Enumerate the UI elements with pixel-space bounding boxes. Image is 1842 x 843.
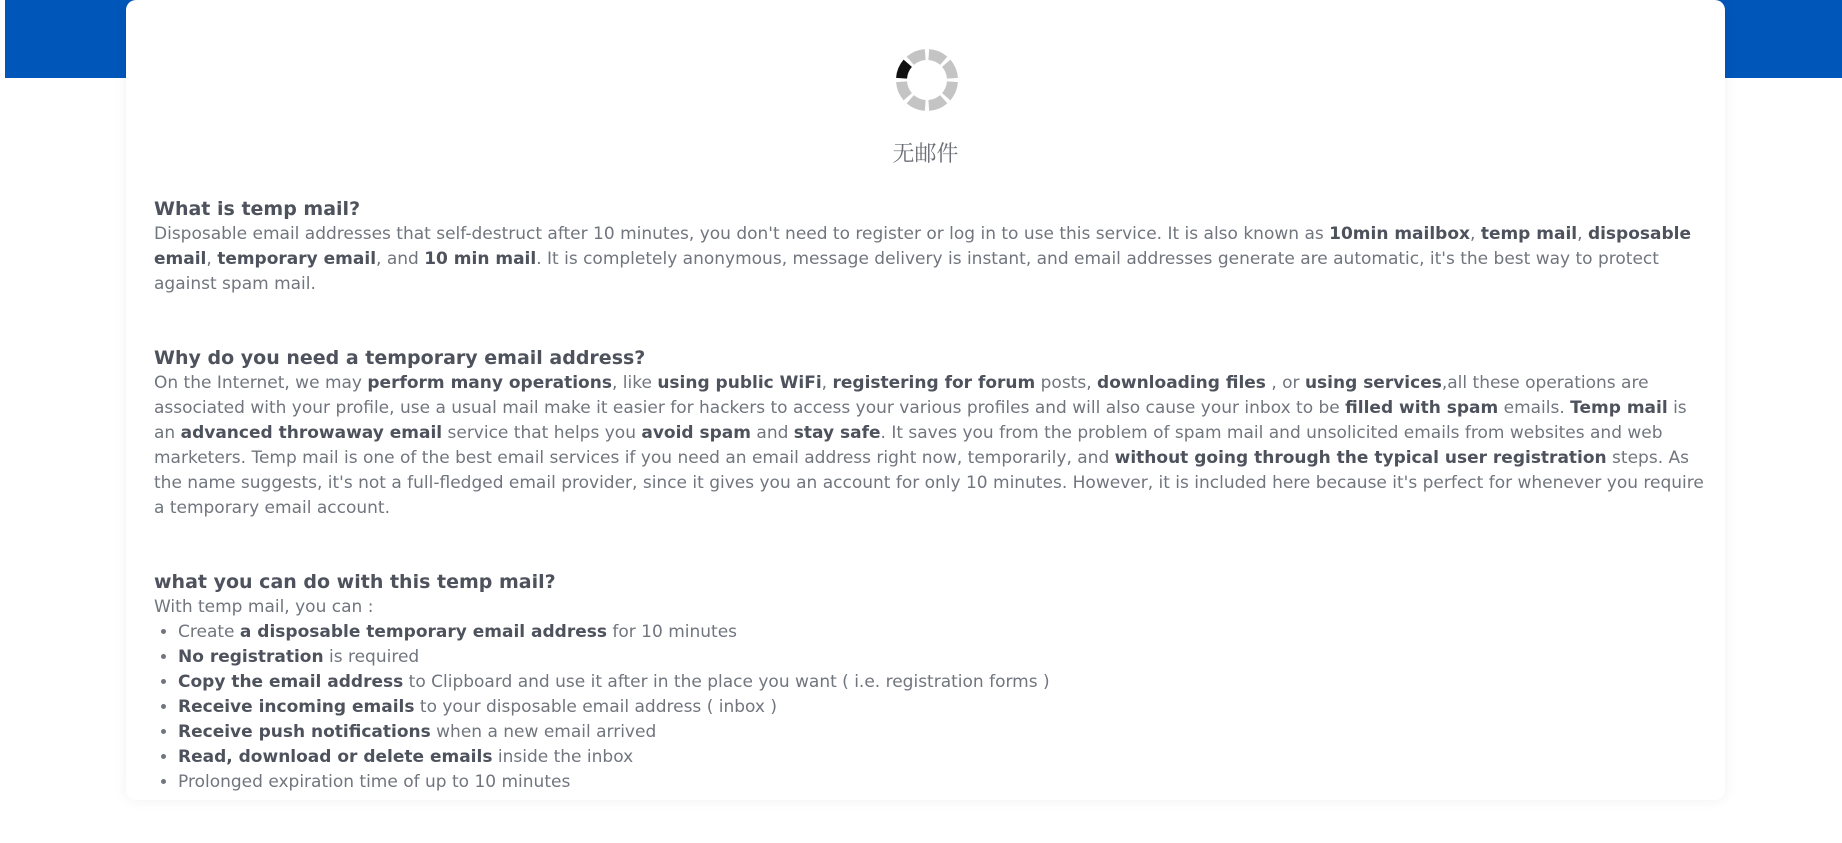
feature-item: [178, 620, 1709, 645]
body-text: . It is completely anonymous, message delivery is instant, and email addresses generate are automatic, it's the best way to protect against spam mail.: [154, 249, 1659, 294]
emphasis-text: Receive incoming emails: [178, 697, 415, 717]
feature-item: [178, 745, 1709, 770]
body-text: ,: [206, 249, 218, 269]
spinner-segment: [942, 81, 958, 100]
body-text: ,all these operations are associated with your profile, use a usual mail make it easier for hackers to access your various profiles and will also cause your inbox to be: [154, 373, 1649, 418]
section-what: [154, 196, 1709, 297]
body-text: ,: [1470, 224, 1481, 244]
emphasis-text: avoid spam: [641, 423, 751, 443]
emphasis-text: disposable email: [154, 224, 1692, 269]
emphasis-text: filled with spam: [1345, 398, 1499, 418]
spinner-segment: [928, 95, 947, 111]
spinner-segment: [896, 60, 912, 79]
emphasis-text: Copy the email address: [178, 672, 404, 692]
emphasis-text: Receive push notifications: [178, 722, 431, 742]
section-body: [154, 222, 1709, 297]
body-text: steps. As the name suggests, it's not a full-fledged email provider, since it gives you an account for only 10 minutes. However, it is included here because it's perfect for whenever you require a temporary email account.: [154, 448, 1704, 518]
emphasis-text: No registration: [178, 647, 324, 667]
body-text: Disposable email addresses that self-destruct after 10 minutes, you don't need to register or log in to use this service. It is also known as: [154, 224, 1330, 244]
info-content: [154, 196, 1709, 843]
section-why: [154, 345, 1709, 521]
body-text: Create: [178, 622, 240, 642]
body-text: service that helps you: [442, 423, 642, 443]
spinner-segment: [907, 49, 926, 65]
emphasis-text: using services: [1304, 373, 1442, 393]
empty-inbox-label: 无邮件: [892, 142, 959, 167]
body-text: . It saves you from the problem of spam mail and unsolicited emails from websites and web marketers. Temp mail is one of the best email services if you need an email address right now, temporarily, and: [154, 423, 1663, 468]
section-body: [154, 371, 1709, 521]
inbox-card: [126, 0, 1725, 800]
emphasis-text: a disposable temporary email address: [239, 622, 607, 642]
spinner-segment: [896, 81, 912, 100]
emphasis-text: registering for forum: [832, 373, 1036, 393]
emphasis-text: without going through the typical user registration: [1114, 448, 1607, 468]
spinner-segment: [942, 60, 958, 79]
section-can-do: [154, 569, 1709, 795]
body-text: when a new email arrived: [430, 722, 657, 742]
body-text: , or: [1265, 373, 1305, 393]
section-heading: Why do you need a temporary email address?: [154, 347, 646, 369]
section-heading: what you can do with this temp mail?: [154, 571, 556, 593]
body-text: to Clipboard and use it after in the place you want ( i.e. registration forms ): [403, 672, 1050, 692]
body-text: , and: [376, 249, 425, 269]
loading-spinner-icon: [895, 48, 959, 112]
section-intro: With temp mail, you can :: [154, 597, 374, 617]
emphasis-text: Read, download or delete emails: [178, 747, 493, 767]
feature-item: [178, 720, 1709, 745]
section-heading: What is temp mail?: [154, 198, 361, 220]
body-text: On the Internet, we may: [154, 373, 368, 393]
feature-item: [178, 645, 1709, 670]
feature-list: [154, 620, 1709, 795]
emphasis-text: 10min mailbox: [1329, 224, 1470, 244]
body-text: ,: [1577, 224, 1588, 244]
emphasis-text: advanced throwaway email: [180, 423, 443, 443]
feature-item: [178, 670, 1709, 695]
body-text: ,: [821, 373, 833, 393]
body-text: is an: [154, 398, 1687, 443]
feature-item: [178, 695, 1709, 720]
emphasis-text: stay safe: [793, 423, 881, 443]
spinner-segment: [907, 95, 926, 111]
emphasis-text: temporary email: [217, 249, 377, 269]
body-text: inside the inbox: [492, 747, 634, 767]
body-text: posts,: [1035, 373, 1098, 393]
body-text: is required: [323, 647, 420, 667]
emphasis-text: perform many operations: [367, 373, 612, 393]
body-text: for 10 minutes: [606, 622, 738, 642]
feature-item: [178, 770, 1709, 795]
body-text: and: [751, 423, 794, 443]
body-text: Prolonged expiration time of up to 10 minutes: [178, 772, 571, 792]
emphasis-text: 10 min mail: [424, 249, 537, 269]
emphasis-text: using public WiFi: [657, 373, 822, 393]
body-text: emails.: [1498, 398, 1571, 418]
body-text: to your disposable email address ( inbox ): [414, 697, 777, 717]
emphasis-text: Temp mail: [1570, 398, 1668, 418]
emphasis-text: downloading files: [1097, 373, 1266, 393]
left-edge: [0, 0, 5, 782]
body-text: , like: [611, 373, 658, 393]
spinner-segment: [928, 49, 947, 65]
emphasis-text: temp mail: [1480, 224, 1578, 244]
